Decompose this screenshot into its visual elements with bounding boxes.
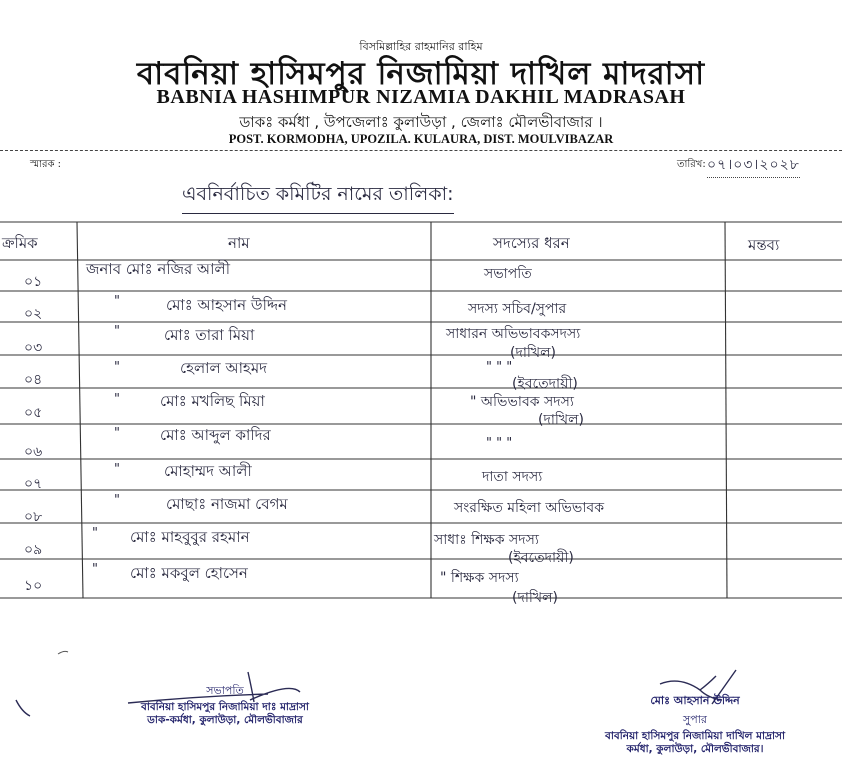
row-name: জনাব মোঃ নজির আলী [86,260,231,278]
president-title: সভাপতি [206,684,244,697]
row-name: হেলাল আহমদ [180,359,268,377]
row-position: " অভিভাবক সদস্য [470,394,574,410]
address-en: POST. KORMODHA, UPOZILA. KULAURA, DIST. MOULVIBAZAR [228,132,614,146]
row-name: মোহাম্মদ আলী [164,462,252,480]
date-label: তারিখ: [677,159,706,170]
row-ditto-mark: " [114,426,120,441]
row-position: সাধারন অভিভাবকসদস্য [446,326,581,342]
super-org-line: বাবনিয়া হাসিমপুর নিজামিয়া দাখিল মাদ্রাসা [604,730,786,742]
row-position-note: (দাখিল) [538,412,584,428]
row-serial: ০৭ [24,476,43,492]
left-signature-stroke [16,700,30,716]
super-title: সুপার [683,713,707,726]
address-bn: ডাকঃ কর্মধা , উপজেলাঃ কুলাউড়া , জেলাঃ মৌলভীবাজার । [239,113,603,131]
row-serial: ০৮ [24,509,43,525]
super-name: মোঃ আহসান উদ্দিন [650,694,740,707]
row-name: মোঃ মখলিছ মিয়া [160,392,265,410]
signature-block-president [100,682,350,727]
super-address-line: কর্মধা, কুলাউড়া, মৌলভীবাজার। [626,743,764,755]
row-position: " " " [486,360,513,375]
row-position: " " " [486,436,513,451]
row-serial: ১০ [24,578,43,594]
row-position: সংরক্ষিত মহিলা অভিভাবক [454,500,604,516]
row-name: মোঃ আহসান উদ্দিন [166,296,287,314]
row-name: মোঃ মাহবুবুর রহমান [130,528,250,546]
row-position-note: (ইবতেদায়ী) [508,550,574,566]
row-serial: ০৯ [24,542,43,558]
row-serial: ০৬ [24,444,43,460]
row-serial: ০৩ [24,340,43,356]
row-serial: ০৪ [24,372,43,388]
row-ditto-mark: " [114,324,120,339]
madrasah-title-en: BABNIA HASHIMPUR NIZAMIA DAKHIL MADRASAH [156,86,686,108]
row-serial: ০২ [24,306,43,322]
row-ditto-mark: " [114,360,120,375]
row-name: মোছাঃ নাজমা বেগম [166,495,288,513]
bismillah-line: বিসমিল্লাহির রাহমানির রাহিম [359,40,483,53]
madrasah-title-bn: বাবনিয়া হাসিমপুর নিজামিয়া দাখিল মাদরাসা [136,56,706,92]
row-position: " শিক্ষক সদস্য [440,570,519,586]
signature-block-super [560,692,830,756]
row-position: সাধাঃ শিক্ষক সদস্য [434,532,539,548]
row-serial: ০৫ [24,405,43,421]
president-org-line: বাবনিয়া হাসিমপুর নিজামিয়া দাঃ মাদ্রাসা [141,701,309,713]
row-position-note: (দাখিল) [512,590,558,606]
row-position-note: (ইবতেদায়ী) [512,376,578,392]
president-address-line: ডাক-কর্মধা, কুলাউড়া, মৌলভীবাজার [147,714,303,726]
memo-ref-label: স্মারক : [30,159,62,170]
row-ditto-mark: " [114,493,120,508]
row-ditto-mark: " [114,392,120,407]
row-ditto-mark: " [92,562,98,577]
row-name: মোঃ মকবুল হোসেন [130,564,248,582]
list-title: এবনির্বাচিত কমিটির নামের তালিকা: [182,180,454,214]
col-header-member-type: সদস্যের ধরন [493,234,570,252]
row-ditto-mark: " [114,294,120,309]
col-header-serial: ক্রমিক [2,234,38,252]
row-position-note: (দাখিল) [510,345,556,361]
row-ditto-mark: " [92,526,98,541]
row-position: দাতা সদস্য [482,469,543,485]
date-value: ০৭।০৩।২০২৮ [707,153,800,178]
row-ditto-mark: " [114,462,120,477]
row-position: সদস্য সচিব/সুপার [468,301,567,317]
row-name: মোঃ তারা মিয়া [164,326,255,344]
row-serial: ০১ [24,274,43,290]
row-name: মোঃ আব্দুল কাদির [160,426,271,444]
col-header-name: নাম [228,234,250,252]
row-position: সভাপতি [484,266,532,282]
col-header-remarks: মন্তব্য [748,236,780,254]
